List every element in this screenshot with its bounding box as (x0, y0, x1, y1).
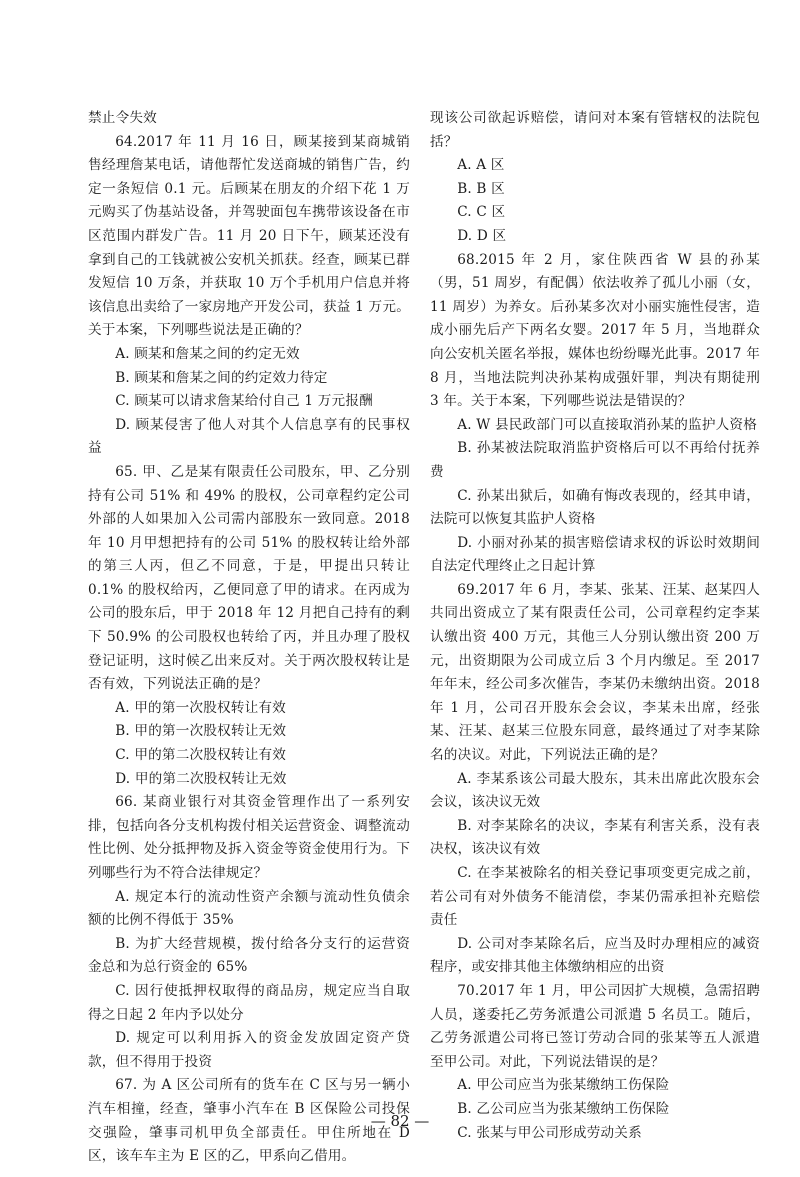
question-65-option-b: B. 甲的第一次股权转让无效 (115, 723, 287, 740)
question-64-option-a: A. 顾某和詹某之间的约定无效 (115, 345, 300, 362)
question-67-stem-end: 现该公司欲起诉赔偿，请问对本案有管辖权的法院包括？ (430, 110, 760, 150)
left-column (88, 107, 410, 1169)
question-69-option-a: A. 李某系该公司最大股东，其未出席此次股东会会议，该决议无效 (430, 770, 760, 811)
question-67-stem-start: 67. 为 A 区公司所有的货车在 C 区与另一辆小汽车相撞，经查，肇事小汽车在 B 区保险公司投保交强险，肇事司机甲负全部责任。甲住所地在 D 区，该车车主为 E 区的乙，甲系向乙借用。 (88, 1077, 410, 1165)
question-67-option-a: A. A 区 (457, 157, 505, 174)
question-68-stem: 68.2015 年 2 月，家住陕西省 W 县的孙某（男，51 周岁，有配偶）依法收养了孤儿小丽（女，11 周岁）为养女。后孙某多次对小丽实施性侵害，造成小丽先后产下两名女婴。2017 年 5 月，当地群众向公安机关匿名举报，媒体也纷纷曝光此事。2017 年 8 月，当地法院判决孙某构成强奸罪，判决有期徒刑 3 年。关于本案，下列哪些说法是错误的？ (430, 251, 760, 410)
question-70-option-c: C. 张某与甲公司形成劳动关系 (457, 1124, 642, 1141)
question-66-option-c: C. 因行使抵押权取得的商品房，规定应当自取得之日起 2 年内予以处分 (88, 982, 410, 1023)
question-64-option-d: D. 顾某侵害了他人对其个人信息享有的民事权益 (88, 416, 410, 457)
question-70-option-a: A. 甲公司应当为张某缴纳工伤保险 (457, 1077, 670, 1094)
question-65-stem: 65. 甲、乙是某有限责任公司股东，甲、乙分别持有公司 51% 和 49% 的股权，公司章程约定公司外部的人如果加入公司需内部股东一致同意。2018 年 10 月甲想把持有的公司 51% 的股权转让给外部的第三人丙，但乙不同意，于是，甲提出只转让 0.1% 的股权给丙，乙便同意了甲的请求。在丙成为公司的股东后，甲于 2018 年 12 月把自己持有的剩下 50.9% 的公司股权也转给了丙，并且办理了股权登记证明，这时候乙出来反对。关于两次股权转让是否有效，下列说法正确的是？ (88, 463, 410, 693)
question-65-option-a: A. 甲的第一次股权转让有效 (115, 699, 286, 716)
question-67-option-d: D. D 区 (457, 227, 507, 244)
question-68-option-a: A. W 县民政部门可以直接取消孙某的监护人资格 (457, 416, 758, 433)
question-69-stem: 69.2017 年 6 月，李某、张某、汪某、赵某四人共同出资成立了某有限责任公司，公司章程约定李某认缴出资 400 万元，其他三人分别认缴出资 200 万元，出资期限为公司成立后 3 个月内缴足。至 2017 年年末，经公司多次催告，李某仍未缴纳出资。2018 年 1 月，公司召开股东会会议，李某未出席，经张某、汪某、赵某三位股东同意，最终通过了对李某除名的决议。对此，下列说法正确的是？ (430, 581, 760, 764)
question-69-option-d: D. 公司对李某除名后，应当及时办理相应的减资程序，或安排其他主体缴纳相应的出资 (430, 935, 760, 976)
question-70-stem: 70.2017 年 1 月，甲公司因扩大规模，急需招聘人员，遂委托乙劳务派遣公司派遣 5 名员工。随后，乙劳务派遣公司将已签订劳动合同的张某等五人派遣至甲公司。对此，下列说法错误的是？ (430, 982, 760, 1070)
question-64-option-c: C. 顾某可以请求詹某给付自己 1 万元报酬 (115, 393, 373, 410)
right-column (430, 107, 760, 1145)
question-65-option-c: C. 甲的第二次股权转让有效 (115, 747, 287, 764)
previous-question-tail: 禁止令失效 (88, 110, 157, 126)
question-68-option-b: B. 孙某被法院取消监护资格后可以不再给付抚养费 (430, 440, 760, 480)
question-68-option-c: C. 孙某出狱后，如确有悔改表现的，经其申请，法院可以恢复其监护人资格 (430, 487, 760, 528)
question-67-option-c: C. C 区 (457, 204, 506, 221)
question-64-option-b: B. 顾某和詹某之间的约定效力待定 (115, 369, 328, 386)
question-68-option-d: D. 小丽对孙某的损害赔偿请求权的诉讼时效期间自法定代理终止之日起计算 (430, 534, 760, 575)
question-64-stem: 64.2017 年 11 月 16 日，顾某接到某商城销售经理詹某电话，请他帮忙发送商城的销售广告，约定一条短信 0.1 元。后顾某在朋友的介绍下花 1 万元购买了伪基站设备，并驾驶面包车携带该设备在市区范围内群发广告。11 月 20 日下午，顾某还没有拿到自己的工钱就被公安机关抓获。经查，顾某已群发短信 10 万条，并获取 10 万个手机用户信息并将该信息出卖给了一家房地产开发公司，获益 1 万元。关于本案，下列哪些说法是正确的？ (88, 133, 410, 339)
question-66-option-a: A. 规定本行的流动性资产余额与流动性负债余额的比例不得低于 35% (88, 888, 410, 929)
question-69-option-b: B. 对李某除名的决议，李某有利害关系，没有表决权，该决议有效 (430, 817, 760, 858)
question-70-option-b: B. 乙公司应当为张某缴纳工伤保险 (457, 1100, 670, 1117)
question-66-option-d: D. 规定可以利用拆入的资金发放固定资产贷款，但不得用于投资 (88, 1030, 410, 1070)
question-69-option-c: C. 在李某被除名的相关登记事项变更完成之前，若公司有对外债务不能清偿，李某仍需承担补充赔偿责任 (430, 865, 760, 929)
question-66-option-b: B. 为扩大经营规模，拨付给各分支行的运营资金总和为总行资金的 65% (88, 935, 410, 976)
question-65-option-d: D. 甲的第二次股权转让无效 (115, 770, 287, 787)
question-66-stem: 66. 某商业银行对其资金管理作出了一系列安排，包括向各分支机构拨付相关运营资金、调整流动性比例、处分抵押物及拆入资金等资金使用行为。下列哪些行为不符合法律规定？ (88, 794, 410, 881)
question-67-option-b: B. B 区 (457, 180, 505, 197)
page-number: — 82 — (370, 1112, 430, 1130)
